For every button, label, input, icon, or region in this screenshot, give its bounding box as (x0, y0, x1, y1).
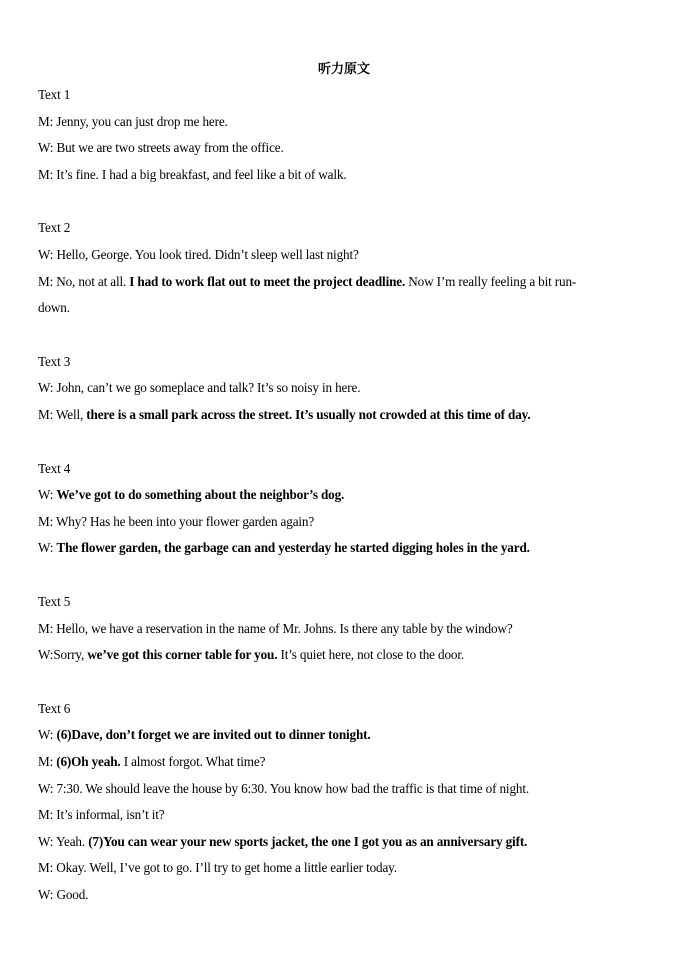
dialogue-line (38, 380, 638, 396)
dialogue-text: M: It’s fine. I had a big breakfast, and feel like a bit of walk. (38, 166, 347, 182)
dialogue-text: M: Jenny, you can just drop me here. (38, 113, 228, 129)
dialogue-line (38, 140, 638, 156)
dialogue-line (38, 807, 638, 823)
dialogue-line (38, 407, 638, 423)
answer-highlight: (7)You can wear your new sports jacket, the one I got you as an anniversary gift. (88, 833, 528, 849)
section-heading: Text 1 (38, 87, 71, 102)
section-heading: Text 6 (38, 700, 71, 716)
section-heading: Text 5 (38, 594, 71, 609)
dialogue-line (38, 860, 638, 876)
page-title: 听力原文 (317, 62, 370, 77)
answer-highlight: The flower garden, the garbage can and yesterday he started digging holes in the yard. (56, 540, 530, 556)
answer-highlight: I had to work flat out to meet the project deadline. (129, 273, 406, 289)
dialogue-line (38, 514, 638, 530)
section-heading: Text 2 (38, 220, 71, 236)
dialogue-text: M: Well, (38, 407, 87, 422)
dialogue-text: W:Sorry, (38, 647, 88, 663)
dialogue-line (38, 887, 638, 903)
dialogue-text: Now I’m really feeling a bit run- (405, 273, 577, 289)
dialogue-text: M: Okay. Well, I’ve got to go. I’ll try to get home a little earlier today. (38, 860, 397, 876)
answer-highlight: We’ve got to do something about the neighbor’s dog. (56, 487, 345, 503)
dialogue-line (38, 300, 638, 316)
dialogue-text: M: (38, 754, 57, 769)
dialogue-text: W: (38, 540, 57, 556)
dialogue-text: W: Hello, George. You look tired. Didn’t sleep well last night? (38, 247, 359, 262)
dialogue-text: down. (38, 300, 70, 316)
dialogue-line (38, 274, 638, 290)
dialogue-text: It’s quiet here, not close to the door. (277, 647, 465, 663)
dialogue-text: I almost forgot. What time? (120, 754, 266, 769)
dialogue-line (38, 540, 638, 556)
dialogue-text: W: 7:30. We should leave the house by 6:30. You know how bad the traffic is that time of night. (38, 780, 529, 796)
dialogue-line (38, 167, 638, 183)
dialogue-text: W: (38, 727, 57, 743)
dialogue-line (38, 754, 638, 770)
dialogue-text: M: No, not at all. (38, 273, 130, 289)
answer-highlight: (6)Dave, don’t forget we are invited out to dinner tonight. (56, 727, 371, 743)
dialogue-line (38, 647, 638, 663)
dialogue-line (38, 114, 638, 130)
dialogue-line (38, 727, 638, 743)
dialogue-line (38, 781, 638, 797)
answer-highlight: there is a small park across the street. It’s usually not crowded at this time of day. (86, 407, 531, 422)
dialogue-text: W: But we are two streets away from the office. (38, 140, 284, 156)
section-heading: Text 3 (38, 353, 71, 369)
answer-highlight: (6)Oh yeah. (56, 754, 121, 769)
dialogue-text: W: (38, 487, 57, 503)
dialogue-text: M: Hello, we have a reservation in the name of Mr. Johns. Is there any table by the window? (38, 620, 513, 636)
dialogue-line (38, 621, 638, 637)
dialogue-text: W: John, can’t we go someplace and talk? It’s so noisy in here. (38, 380, 361, 396)
dialogue-text: W: Yeah. (38, 833, 89, 849)
section-heading: Text 4 (38, 460, 71, 476)
dialogue-text: M: Why? Has he been into your flower garden again? (38, 513, 315, 529)
dialogue-text: W: Good. (38, 887, 89, 902)
dialogue-line (38, 247, 638, 263)
answer-highlight: we’ve got this corner table for you. (87, 647, 278, 663)
dialogue-text: M: It’s informal, isn’t it? (38, 807, 165, 823)
dialogue-line (38, 834, 638, 850)
dialogue-line (38, 487, 638, 503)
